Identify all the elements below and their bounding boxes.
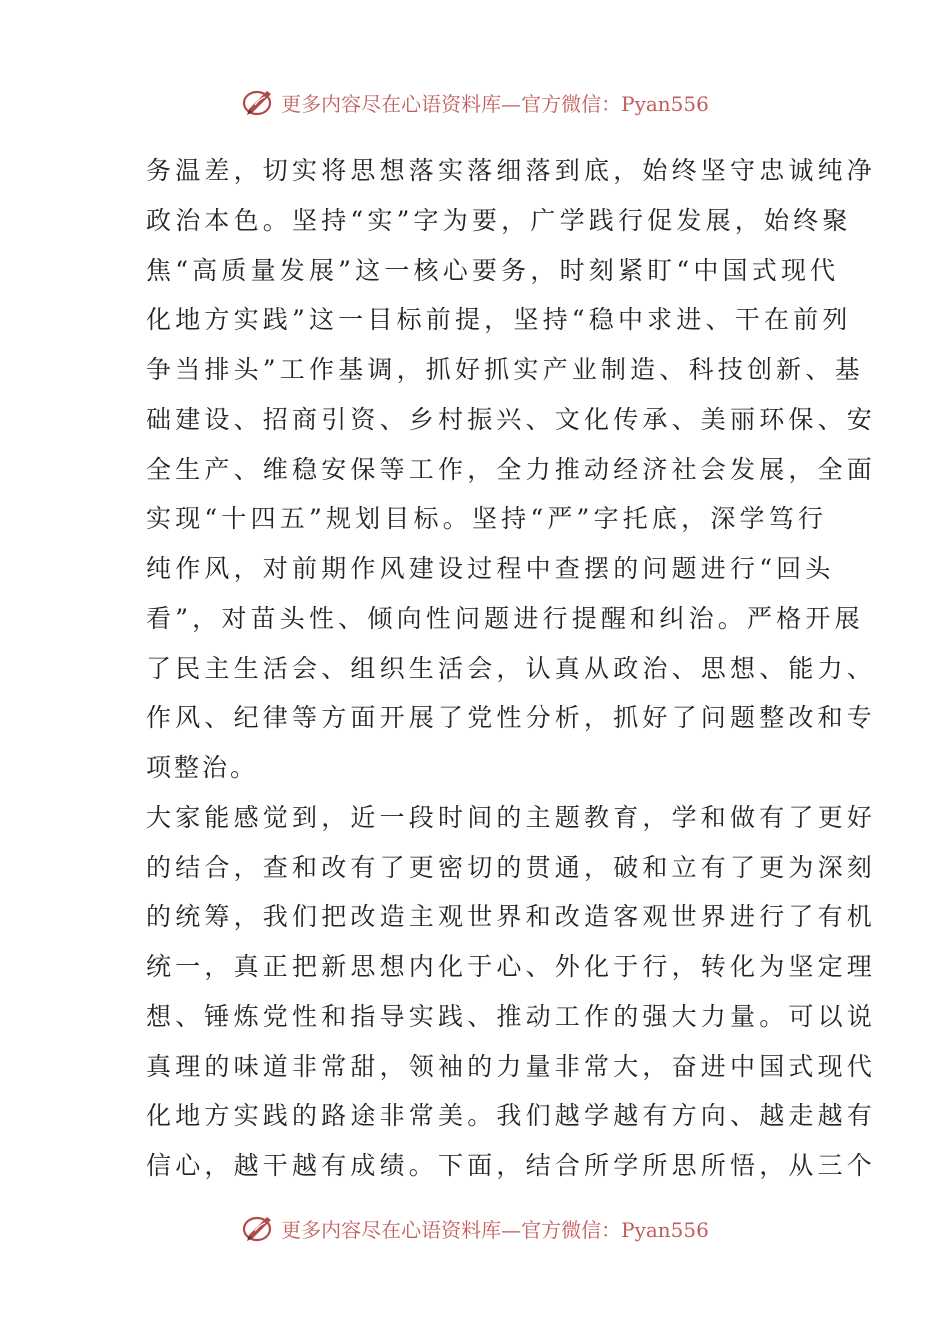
text-line: 政治本色。坚持“实”字为要，广学践行促发展，始终聚: [146, 205, 852, 235]
footer-watermark: [0, 1210, 950, 1246]
text-line: 大家能感觉到，近一段时间的主题教育，学和做有了更好: [146, 802, 877, 832]
text-line: 统一，真正把新思想内化于心、外化于行，转化为坚定理: [146, 952, 877, 981]
header-watermark: [0, 84, 950, 120]
text-line: 作风、纪律等方面开展了党性分析，抓好了问题整改和专: [146, 703, 877, 733]
text-line: 项整治。: [146, 753, 259, 782]
text-line: 的结合，查和改有了更密切的贯通，破和立有了更为深刻: [146, 852, 877, 882]
paragraph: [146, 146, 877, 793]
pen-logo-icon: [241, 85, 277, 119]
pen-logo-icon: [241, 1211, 277, 1245]
text-line: 纯作风，对前期作风建设过程中查摆的问题进行“回头: [146, 554, 835, 583]
text-line: 焦“高质量发展”这一核心要务，时刻紧盯“中国式现代: [146, 255, 840, 285]
watermark-group: [241, 1211, 709, 1245]
watermark-group: [241, 85, 709, 119]
text-line: 化地方实践的路途非常美。我们越学越有方向、越走越有: [146, 1101, 877, 1131]
text-line: 础建设、招商引资、乡村振兴、文化传承、美丽环保、安: [146, 404, 877, 434]
text-line: 务温差，切实将思想落实落细落到底，始终坚守忠诚纯净: [146, 156, 877, 185]
text-line: 全生产、维稳安保等工作，全力推动经济社会发展，全面: [146, 454, 877, 484]
watermark-text: 更多内容尽在心语资料库—官方微信：Pyan556: [281, 1217, 709, 1242]
watermark-text: 更多内容尽在心语资料库—官方微信：Pyan556: [281, 91, 709, 116]
text-line: 了民主生活会、组织生活会，认真从政治、思想、能力、: [146, 653, 877, 683]
text-line: 实现“十四五”规划目标。坚持“严”字托底，深学笃行: [146, 504, 828, 534]
document-body: [146, 146, 877, 1191]
text-line: 想、锤炼党性和指导实践、推动工作的强大力量。可以说: [146, 1001, 877, 1031]
text-line: 看”，对苗头性、倾向性问题进行提醒和纠治。严格开展: [146, 603, 864, 633]
text-line: 的统筹，我们把改造主观世界和改造客观世界进行了有机: [146, 902, 877, 932]
paragraph: [146, 793, 877, 1191]
text-line: 信心，越干越有成绩。下面，结合所学所思所悟，从三个: [146, 1151, 877, 1180]
text-line: 争当排头”工作基调，抓好抓实产业制造、科技创新、基: [146, 355, 864, 384]
text-line: 真理的味道非常甜，领袖的力量非常大，奋进中国式现代: [146, 1051, 877, 1081]
text-line: 化地方实践”这一目标前提，坚持“稳中求进、干在前列: [146, 305, 852, 335]
